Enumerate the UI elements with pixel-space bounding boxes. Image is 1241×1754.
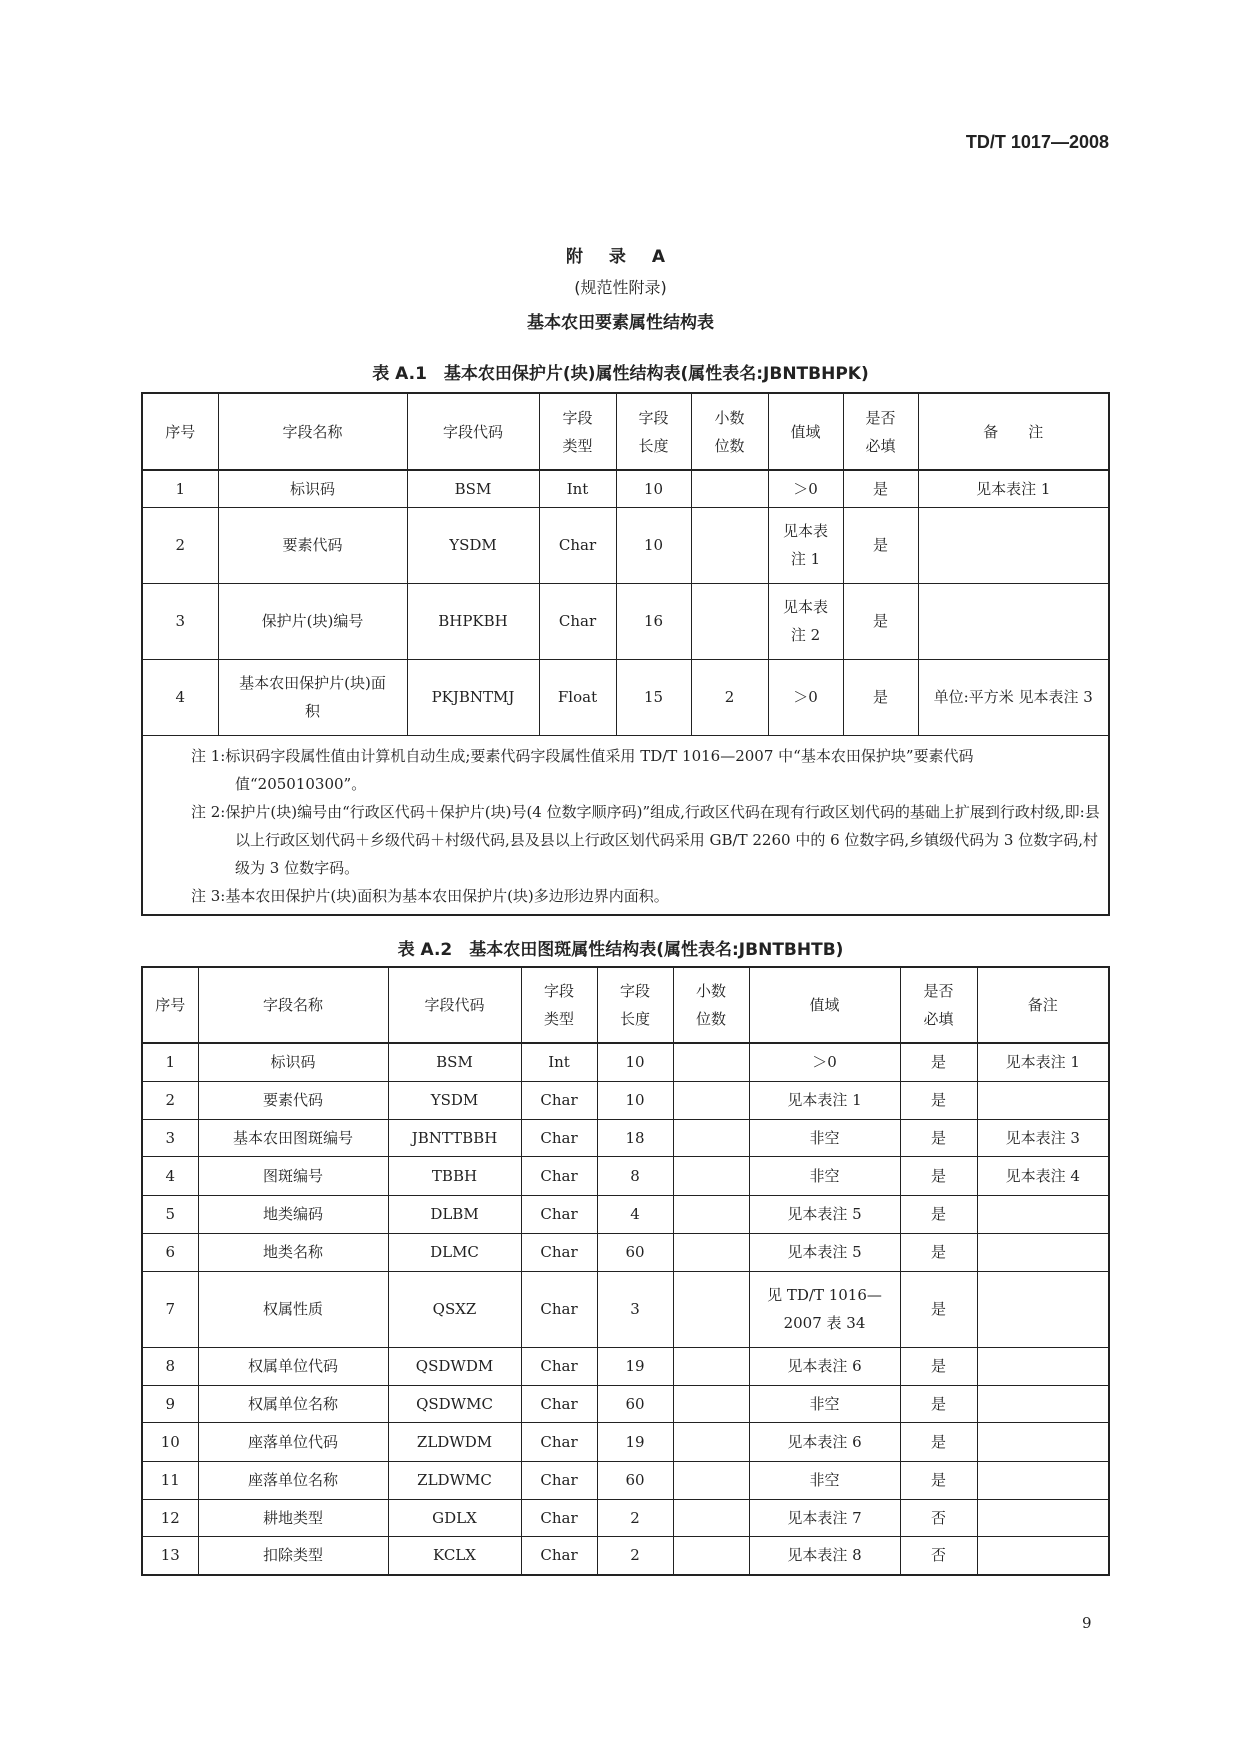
table-row xyxy=(142,1422,1109,1461)
table-cell: 3 xyxy=(597,1271,673,1347)
table-cell: 3 xyxy=(142,583,218,659)
table-cell: 见本表注 6 xyxy=(749,1347,900,1385)
table-cell: Int xyxy=(539,470,616,507)
table-cell: 标识码 xyxy=(218,470,407,507)
table-cell: Char xyxy=(521,1536,597,1575)
column-header: 备注 xyxy=(977,967,1109,1043)
table-cell: 权属单位代码 xyxy=(198,1347,388,1385)
table-cell: 是 xyxy=(900,1385,977,1422)
table-cell: 非空 xyxy=(749,1385,900,1422)
table-cell: 是 xyxy=(900,1347,977,1385)
table-cell xyxy=(691,470,768,507)
table-cell xyxy=(977,1271,1109,1347)
table-cell: PKJBNTMJ xyxy=(407,659,539,735)
table-cell: 15 xyxy=(616,659,691,735)
table-cell xyxy=(977,1195,1109,1233)
column-header: 序号 xyxy=(142,393,218,470)
table-cell: 否 xyxy=(900,1536,977,1575)
table-cell: 10 xyxy=(616,507,691,583)
table-cell: 2 xyxy=(691,659,768,735)
table-cell: 见本表注 6 xyxy=(749,1422,900,1461)
table-cell xyxy=(673,1233,749,1271)
table-cell: 见 TD/T 1016—2007 表 34 xyxy=(749,1271,900,1347)
table-row xyxy=(142,659,1109,735)
table-cell: 2 xyxy=(597,1536,673,1575)
column-header: 值域 xyxy=(768,393,843,470)
table-cell: 3 xyxy=(142,1119,198,1156)
table-cell: 基本农田图斑编号 xyxy=(198,1119,388,1156)
table-cell: KCLX xyxy=(388,1536,521,1575)
table-cell xyxy=(977,1536,1109,1575)
table-cell: 是 xyxy=(900,1271,977,1347)
table-cell: QSDWMC xyxy=(388,1385,521,1422)
table-note: 注 1:标识码字段属性值由计算机自动生成;要素代码字段属性值采用 TD/T 1016—2007 中“基本农田保护块”要素代码值“205010300”。 xyxy=(191,746,974,793)
table1-caption: 表 A.1 基本农田保护片(块)属性结构表(属性表名:JBNTBHPK) xyxy=(372,364,869,384)
table-cell xyxy=(691,507,768,583)
table-cell: Char xyxy=(521,1347,597,1385)
table-cell: 见本表注 5 xyxy=(749,1233,900,1271)
table-cell: 见本表注 3 xyxy=(977,1119,1109,1156)
table-cell: 见本表注 8 xyxy=(749,1536,900,1575)
table-cell xyxy=(673,1271,749,1347)
column-header: 字段长度 xyxy=(597,967,673,1043)
table-cell: 2 xyxy=(142,507,218,583)
table-cell: 单位:平方米 见本表注 3 xyxy=(918,659,1109,735)
table-cell xyxy=(918,507,1109,583)
table-cell: Char xyxy=(521,1461,597,1499)
column-header: 字段名称 xyxy=(198,967,388,1043)
table-cell: 60 xyxy=(597,1233,673,1271)
table-cell: 2 xyxy=(142,1081,198,1119)
table-cell: 见本表注 5 xyxy=(749,1195,900,1233)
table-a2 xyxy=(141,966,1110,1576)
table-cell: 非空 xyxy=(749,1461,900,1499)
table-row xyxy=(142,1499,1109,1536)
table-cell: 是 xyxy=(900,1043,977,1081)
table-cell xyxy=(977,1499,1109,1536)
table-cell: ＞0 xyxy=(749,1043,900,1081)
table-a1 xyxy=(141,392,1110,916)
table-cell: 是 xyxy=(843,659,918,735)
table-row xyxy=(142,1119,1109,1156)
column-header: 备 注 xyxy=(918,393,1109,470)
table-cell: 标识码 xyxy=(198,1043,388,1081)
table-cell: 11 xyxy=(142,1461,198,1499)
table-cell: 10 xyxy=(142,1422,198,1461)
appendix-type: (规范性附录) xyxy=(574,278,667,297)
table-row xyxy=(142,470,1109,507)
table-cell: 非空 xyxy=(749,1156,900,1195)
table-cell: 见本表注 1 xyxy=(749,1081,900,1119)
table-cell: ＞0 xyxy=(768,659,843,735)
table-cell: BSM xyxy=(407,470,539,507)
column-header: 字段代码 xyxy=(407,393,539,470)
table-cell: 是 xyxy=(900,1233,977,1271)
table-cell: DLBM xyxy=(388,1195,521,1233)
table-cell: 是 xyxy=(900,1422,977,1461)
table-cell: 是 xyxy=(900,1081,977,1119)
table-cell xyxy=(977,1385,1109,1422)
table-cell: 图斑编号 xyxy=(198,1156,388,1195)
table-row xyxy=(142,1195,1109,1233)
table-cell: 地类编码 xyxy=(198,1195,388,1233)
table-header-row xyxy=(142,967,1109,1043)
table-cell: 保护片(块)编号 xyxy=(218,583,407,659)
table-cell: 7 xyxy=(142,1271,198,1347)
column-header: 字段类型 xyxy=(539,393,616,470)
table-cell: 6 xyxy=(142,1233,198,1271)
table-row xyxy=(142,1347,1109,1385)
table-cell: 9 xyxy=(142,1385,198,1422)
table-notes xyxy=(142,735,1109,915)
table-cell: Char xyxy=(521,1081,597,1119)
table-cell: Char xyxy=(521,1156,597,1195)
column-header: 字段名称 xyxy=(218,393,407,470)
table-cell: 地类名称 xyxy=(198,1233,388,1271)
table-cell: YSDM xyxy=(407,507,539,583)
table-cell: 4 xyxy=(597,1195,673,1233)
table-cell: 4 xyxy=(142,1156,198,1195)
table-cell xyxy=(673,1347,749,1385)
table-cell xyxy=(691,583,768,659)
table-cell: ＞0 xyxy=(768,470,843,507)
table-cell: GDLX xyxy=(388,1499,521,1536)
table-cell: 权属性质 xyxy=(198,1271,388,1347)
table2-caption: 表 A.2 基本农田图斑属性结构表(属性表名:JBNTBHTB) xyxy=(397,940,844,960)
table-cell xyxy=(673,1536,749,1575)
table-cell xyxy=(977,1081,1109,1119)
table-cell: 10 xyxy=(616,470,691,507)
table-cell: 是 xyxy=(843,507,918,583)
table-cell: Char xyxy=(539,507,616,583)
table-cell: 是 xyxy=(843,470,918,507)
table-cell: QSXZ xyxy=(388,1271,521,1347)
table-cell: 见本表注 1 xyxy=(918,470,1109,507)
table-cell xyxy=(673,1461,749,1499)
table-cell xyxy=(673,1043,749,1081)
table-row xyxy=(142,507,1109,583)
table-cell: Char xyxy=(521,1422,597,1461)
column-header: 是否必填 xyxy=(843,393,918,470)
table-cell xyxy=(673,1081,749,1119)
table-cell: Char xyxy=(521,1233,597,1271)
column-header: 字段长度 xyxy=(616,393,691,470)
table-row xyxy=(142,583,1109,659)
table-cell: 是 xyxy=(900,1119,977,1156)
table-cell: BHPKBH xyxy=(407,583,539,659)
table-cell: 非空 xyxy=(749,1119,900,1156)
column-header: 字段代码 xyxy=(388,967,521,1043)
table-cell: 16 xyxy=(616,583,691,659)
table-cell: 扣除类型 xyxy=(198,1536,388,1575)
table-cell: 否 xyxy=(900,1499,977,1536)
table-cell: 座落单位代码 xyxy=(198,1422,388,1461)
table-cell xyxy=(673,1385,749,1422)
table-cell: 见本表注 1 xyxy=(768,507,843,583)
table-cell: 1 xyxy=(142,1043,198,1081)
table-cell: 2 xyxy=(597,1499,673,1536)
table-cell: 5 xyxy=(142,1195,198,1233)
table-cell: Char xyxy=(521,1195,597,1233)
table-cell: 8 xyxy=(142,1347,198,1385)
table-note: 注 2:保护片(块)编号由“行政区代码＋保护片(块)号(4 位数字顺序码)”组成,行政区代码在现有行政区划代码的基础上扩展到行政村级,即:县以上行政区划代码＋乡级代码＋村级代码,县及县以上行政区划代码采用 GB/T 2260 中的 6 位数字码,乡镇级代码为 3 位数字码,村级为 3 位数字码。 xyxy=(191,802,1100,877)
table-cell: 权属单位名称 xyxy=(198,1385,388,1422)
appendix-label: 附 录 A xyxy=(566,247,675,267)
table-cell: Char xyxy=(521,1385,597,1422)
table-cell: 要素代码 xyxy=(218,507,407,583)
table-cell: 是 xyxy=(900,1195,977,1233)
table-cell: 1 xyxy=(142,470,218,507)
table-cell xyxy=(977,1233,1109,1271)
table-row xyxy=(142,1461,1109,1499)
table-cell: TBBH xyxy=(388,1156,521,1195)
table-cell: 19 xyxy=(597,1347,673,1385)
table-cell xyxy=(673,1195,749,1233)
table-cell: JBNTTBBH xyxy=(388,1119,521,1156)
column-header: 字段类型 xyxy=(521,967,597,1043)
table-cell xyxy=(918,583,1109,659)
table-cell: 见本表注 4 xyxy=(977,1156,1109,1195)
table-cell: 要素代码 xyxy=(198,1081,388,1119)
appendix-title: 基本农田要素属性结构表 xyxy=(527,313,714,333)
table-header-row xyxy=(142,393,1109,470)
page-number: 9 xyxy=(1082,1614,1092,1632)
table-row xyxy=(142,1043,1109,1081)
table-row xyxy=(142,1271,1109,1347)
table-cell: 耕地类型 xyxy=(198,1499,388,1536)
table-cell xyxy=(673,1156,749,1195)
table-cell xyxy=(977,1461,1109,1499)
table-cell: 12 xyxy=(142,1499,198,1536)
table-cell: 基本农田保护片(块)面积 xyxy=(218,659,407,735)
table-cell: 10 xyxy=(597,1043,673,1081)
table-cell: 见本表注 1 xyxy=(977,1043,1109,1081)
table-cell: QSDWDM xyxy=(388,1347,521,1385)
table-cell: 19 xyxy=(597,1422,673,1461)
table-cell: 座落单位名称 xyxy=(198,1461,388,1499)
table-cell: ZLDWMC xyxy=(388,1461,521,1499)
table-cell: 是 xyxy=(843,583,918,659)
table-cell: 4 xyxy=(142,659,218,735)
column-header: 小数位数 xyxy=(673,967,749,1043)
table-cell: 是 xyxy=(900,1156,977,1195)
table-cell: Char xyxy=(521,1119,597,1156)
table-row xyxy=(142,1536,1109,1575)
table-cell: 见本表注 7 xyxy=(749,1499,900,1536)
table-cell: Int xyxy=(521,1043,597,1081)
table-cell: 8 xyxy=(597,1156,673,1195)
table-cell xyxy=(673,1119,749,1156)
table-cell: 是 xyxy=(900,1461,977,1499)
table-cell: Char xyxy=(521,1271,597,1347)
table-cell: 60 xyxy=(597,1461,673,1499)
table-cell: BSM xyxy=(388,1043,521,1081)
table-cell: 10 xyxy=(597,1081,673,1119)
document-id: TD/T 1017—2008 xyxy=(965,132,1109,152)
table-note: 注 3:基本农田保护片(块)面积为基本农田保护片(块)多边形边界内面积。 xyxy=(191,886,669,905)
table-cell: YSDM xyxy=(388,1081,521,1119)
table-cell: Char xyxy=(539,583,616,659)
table-cell: Char xyxy=(521,1499,597,1536)
table-cell: 13 xyxy=(142,1536,198,1575)
table-cell xyxy=(673,1422,749,1461)
table-row xyxy=(142,1385,1109,1422)
table-row xyxy=(142,1081,1109,1119)
table-cell: Float xyxy=(539,659,616,735)
table-row xyxy=(142,1156,1109,1195)
table-cell: 60 xyxy=(597,1385,673,1422)
table-cell xyxy=(977,1422,1109,1461)
table-cell xyxy=(673,1499,749,1536)
column-header: 序号 xyxy=(142,967,198,1043)
table-cell: 18 xyxy=(597,1119,673,1156)
table-cell: ZLDWDM xyxy=(388,1422,521,1461)
column-header: 小数位数 xyxy=(691,393,768,470)
column-header: 是否必填 xyxy=(900,967,977,1043)
table-row xyxy=(142,1233,1109,1271)
table-cell xyxy=(977,1347,1109,1385)
table-cell: DLMC xyxy=(388,1233,521,1271)
table-cell: 见本表注 2 xyxy=(768,583,843,659)
column-header: 值域 xyxy=(749,967,900,1043)
